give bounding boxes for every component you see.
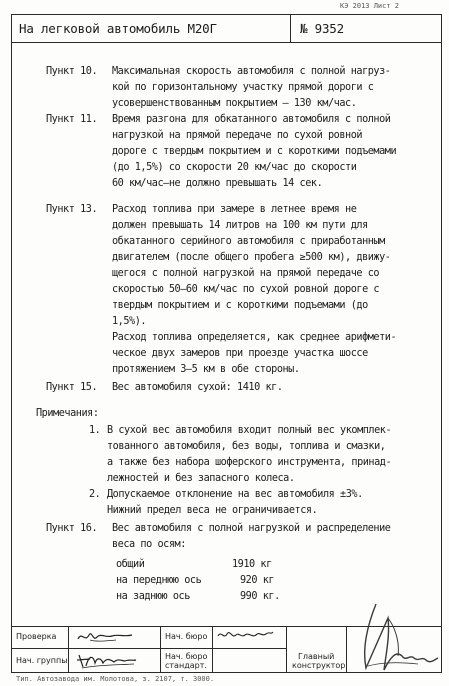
- text-line: Вес автомобиля сухой: 1410 кг.: [112, 382, 283, 393]
- text-line: тованного автомобиля, без воды, топлива и смазки,: [107, 441, 386, 452]
- footer-mid-line: [11, 648, 286, 649]
- footer-col-line: [160, 626, 161, 673]
- text-line: Максимальная скорость автомобиля с полной нагруз-: [112, 66, 391, 77]
- check-label: Проверка: [16, 632, 57, 641]
- text-line: а также без набора шоферского инструмента, принад-: [107, 457, 392, 468]
- text-line: лежностей и без запасного колеса.: [107, 473, 295, 484]
- signature-bureau-head: [216, 627, 274, 643]
- chief-designer-label-1: Главный: [298, 652, 335, 661]
- signature-chief-designer: [348, 596, 440, 676]
- chief-designer-label-2: конструктор: [292, 661, 346, 670]
- item-label: Пункт 11.: [46, 114, 98, 125]
- text-line: Время разгона для обкатанного автомобиля с полной: [112, 114, 391, 125]
- bureau-head-label: Нач. бюро: [165, 632, 208, 641]
- text-line: 1,5%).: [112, 316, 147, 327]
- text-line: Расход топлива определяется, как среднее арифмети-: [112, 332, 397, 343]
- footer-col-line: [346, 626, 347, 673]
- notes-title: Примечания:: [36, 408, 99, 419]
- note-number: 2.: [89, 489, 101, 500]
- weight-name: на переднюю ось: [116, 575, 202, 586]
- weight-name: на заднюю ось: [116, 591, 190, 602]
- text-line: ческое двух замеров при проезде участка шоссе: [112, 348, 368, 359]
- text-line: дороге с твердым покрытием и с короткими подъемами: [112, 146, 397, 157]
- text-line: щегося с полной нагрузкой на прямой передаче со: [112, 268, 380, 279]
- text-line: веса по осям:: [112, 539, 186, 550]
- standards-head-label-1: Нач. бюро: [165, 652, 208, 661]
- footer-col-line: [286, 626, 287, 673]
- item-label: Пункт 10.: [46, 66, 98, 77]
- text-line: протяжением 3–5 км в обе стороны.: [112, 364, 300, 375]
- weight-value: 920 кг: [240, 575, 275, 586]
- text-line: скоростью 50–60 км/час по сухой ровной дороге с: [112, 284, 380, 295]
- text-line: двигателем (после общего пробега ≥500 км), движу-: [112, 252, 391, 263]
- text-line: твердым покрытием и с короткими подъемами (до: [112, 300, 368, 311]
- text-line: нагрузкой на прямой передаче по сухой ровной: [112, 130, 363, 141]
- text-line: должен превышать 14 литров на 100 км пути для: [112, 220, 368, 231]
- item-label: Пункт 15.: [46, 382, 98, 393]
- footer-col-line: [212, 626, 213, 673]
- footer-col-line: [68, 626, 69, 673]
- document-title: На легковой автомобиль М20Г: [19, 21, 217, 36]
- weight-value: 1910 кг: [232, 559, 272, 570]
- document-number: № 9352: [300, 21, 344, 36]
- text-line: Вес автомобиля с полной нагрузкой и распределение: [112, 523, 391, 534]
- text-line: усовершенствованным покрытием – 130 км/час.: [112, 98, 357, 109]
- text-line: В сухой вес автомобиля входит полный вес укомплек-: [107, 425, 392, 436]
- text-line: кой по горизонтальному участку прямой дороги с: [112, 82, 374, 93]
- text-line: Допускаемое отклонение на вес автомобиля ±3%.: [107, 489, 363, 500]
- signature-group-head: [76, 651, 138, 670]
- signature-check: [76, 629, 134, 645]
- text-line: Нижний предел веса не ограничивается.: [107, 505, 318, 516]
- group-head-label: Нач. группы: [16, 656, 68, 665]
- header-divider: [11, 42, 442, 43]
- text-line: 60 км/час–не должно превышать 14 сек.: [112, 178, 323, 189]
- header-column-divider: [290, 14, 291, 42]
- weight-value: 990 кг.: [240, 591, 280, 602]
- sheet-corner-label: КЭ 2013 Лист 2: [340, 2, 400, 10]
- text-line: (до 1,5%) со скорости 20 км/час до скорости: [112, 162, 357, 173]
- text-line: обкатанного серийного автомобиля с приработанным: [112, 236, 385, 247]
- standards-head-label-2: стандарт.: [165, 661, 207, 670]
- text-line: Расход топлива при замере в летнее время не: [112, 204, 357, 215]
- printer-imprint: Тип. Автозавода им. Молотова, з. 2107, т. 3000.: [16, 675, 215, 683]
- item-label: Пункт 13.: [46, 204, 98, 215]
- weight-name: общий: [116, 559, 145, 570]
- note-number: 1.: [89, 425, 101, 436]
- item-label: Пункт 16.: [46, 523, 98, 534]
